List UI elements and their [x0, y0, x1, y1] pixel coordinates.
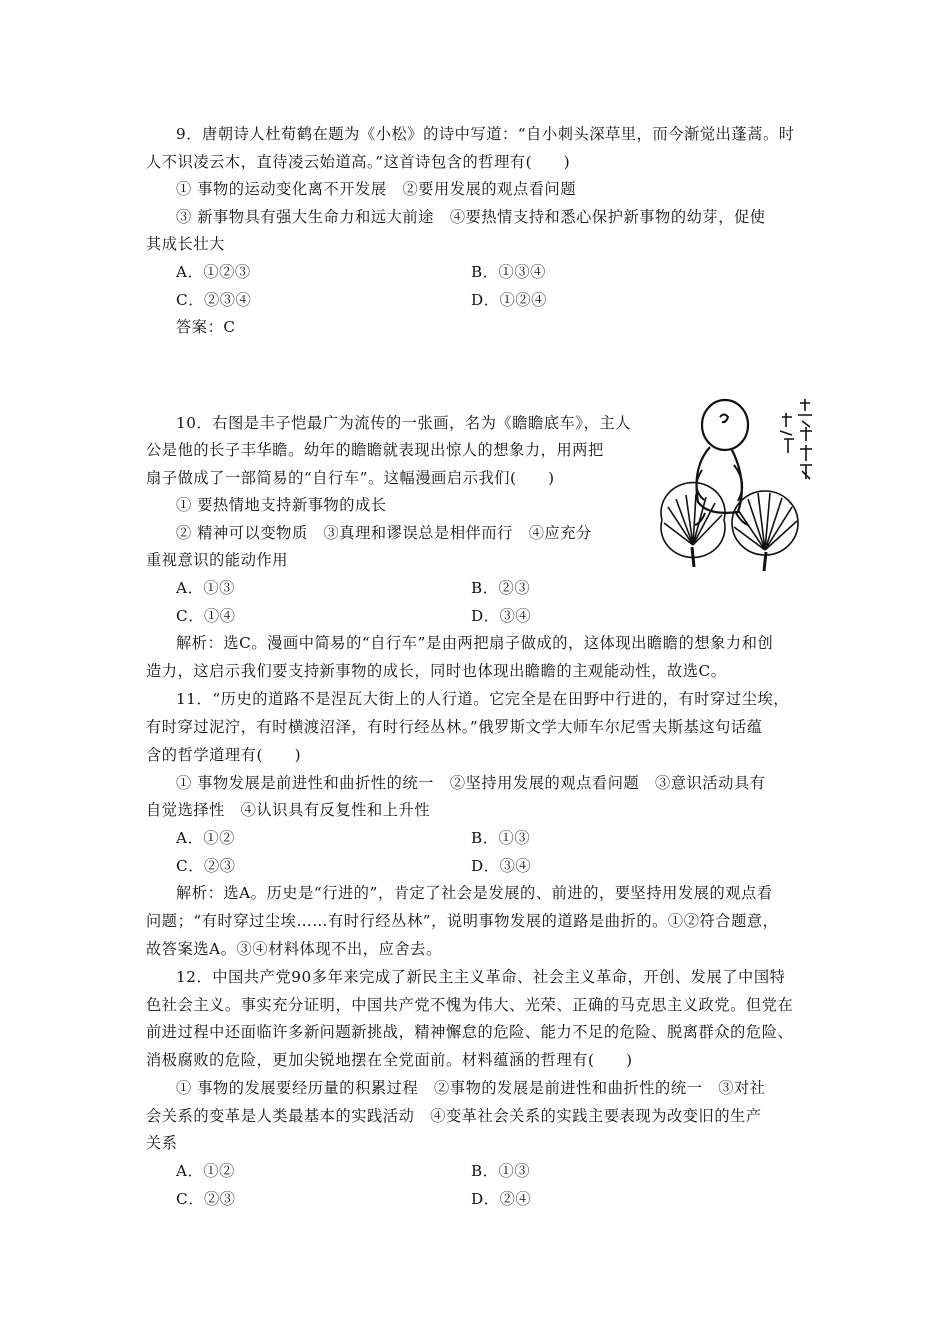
q10-statement-2: ② 精神可以变物质 ③真理和谬误总是相伴而行 ④应充分 — [176, 524, 592, 542]
q11-explanation-2: 问题；“有时穿过尘埃……有时行经丛林”，说明事物发展的道路是曲折的。①②符合题意， — [146, 912, 779, 930]
q11-explanation-3: 故答案选A。③④材料体现不出，应舍去。 — [146, 940, 442, 958]
q11-option-d: D．③④ — [471, 857, 532, 875]
q12-option-a: A．①② — [176, 1162, 235, 1180]
q12-stem-line-1: 12．中国共产党90多年来完成了新民主主义革命、社会主义革命，开创、发展了中国特 — [176, 968, 786, 986]
q12-option-b: B．①③ — [471, 1162, 531, 1180]
q9-answer: 答案：C — [176, 318, 236, 336]
q9-statement-3: 其成长壮大 — [146, 235, 225, 253]
q10-statement-1: ① 要热情地支持新事物的成长 — [176, 496, 387, 514]
q12-option-d: D．②④ — [471, 1190, 532, 1208]
q9-statement-2: ③ 新事物具有强大生命力和远大前途 ④要热情支持和悉心保护新事物的幼芽，促使 — [176, 208, 766, 226]
q9-option-c: C．②③④ — [176, 291, 252, 309]
q10-stem-line-2: 公是他的长子丰华瞻。幼年的瞻瞻就表现出惊人的想象力，用两把 — [146, 441, 604, 459]
q11-stem-line-3: 含的哲学道理有( ) — [146, 746, 302, 764]
q10-statement-3: 重视意识的能动作用 — [146, 551, 289, 569]
q9-option-b: B．①③④ — [471, 263, 546, 281]
q12-stem-line-4: 消极腐败的危险，更加尖锐地摆在全党面前。材料蕴涵的哲理有( ) — [146, 1051, 633, 1069]
q10-stem-line-3: 扇子做成了一部简易的“自行车”。这幅漫画启示我们( ) — [146, 469, 555, 487]
q12-statement-2: 会关系的变革是人类最基本的实践活动 ④变革社会关系的实践主要表现为改变旧的生产 — [146, 1107, 762, 1125]
q12-stem-line-2: 色社会主义。事实充分证明，中国共产党不愧为伟大、光荣、正确的马克思主义政党。但党在 — [146, 996, 794, 1014]
q9-statement-1: ① 事物的运动变化离不开发展 ②要用发展的观点看问题 — [176, 180, 577, 198]
q9-stem-line-1: 9．唐朝诗人杜荀鹤在题为《小松》的诗中写道：“自小刺头深草里，而今渐觉出蓬蒿。时 — [176, 125, 795, 143]
q11-stem-line-2: 有时穿过泥泞，有时横渡沼泽，有时行经丛林。”俄罗斯文学大师车尔尼雪夫斯基这句话蕴 — [146, 718, 763, 736]
q11-option-b: B．①③ — [471, 829, 531, 847]
q9-option-a: A．①②③ — [176, 263, 251, 281]
q10-explanation-2: 造力，这启示我们要支持新事物的成长，同时也体现出瞻瞻的主观能动性，故选C。 — [146, 662, 727, 680]
q10-option-a: A．①③ — [176, 579, 235, 597]
child-with-fans-drawing — [650, 395, 822, 575]
q11-stem-line-1: 11．“历史的道路不是涅瓦大街上的人行道。它完全是在田野中行进的，有时穿过尘埃， — [176, 690, 790, 708]
q10-option-c: C．①④ — [176, 607, 236, 625]
q12-statement-3: 关系 — [146, 1134, 178, 1152]
q11-explanation-1: 解析：选A。历史是“行进的”，肯定了社会是发展的、前进的，要坚持用发展的观点看 — [176, 884, 773, 902]
q11-statement-2: 自觉选择性 ④认识具有反复性和上升性 — [146, 801, 431, 819]
q10-option-b: B．②③ — [471, 579, 531, 597]
q9-option-d: D．①②④ — [471, 291, 547, 309]
q11-option-c: C．②③ — [176, 857, 236, 875]
q12-option-c: C．②③ — [176, 1190, 236, 1208]
q12-statement-1: ① 事物的发展要经历量的积累过程 ②事物的发展是前进性和曲折性的统一 ③对社 — [176, 1079, 766, 1097]
q10-explanation-1: 解析：选C。漫画中简易的“自行车”是由两把扇子做成的，这体现出瞻瞻的想象力和创 — [176, 634, 774, 652]
q10-stem-line-1: 10．右图是丰子恺最广为流传的一张画，名为《瞻瞻底车》，主人 — [176, 414, 631, 432]
q11-statement-1: ① 事物发展是前进性和曲折性的统一 ②坚持用发展的观点看问题 ③意识活动具有 — [176, 774, 766, 792]
q9-stem-line-2: 人不识凌云木，直待凌云始道高。”这首诗包含的哲理有( ) — [146, 153, 571, 171]
cartoon-illustration — [650, 395, 822, 575]
q10-option-d: D．③④ — [471, 607, 532, 625]
q11-option-a: A．①② — [176, 829, 235, 847]
q12-stem-line-3: 前进过程中还面临许多新问题新挑战，精神懈怠的危险、能力不足的危险、脱离群众的危险、 — [146, 1023, 794, 1041]
